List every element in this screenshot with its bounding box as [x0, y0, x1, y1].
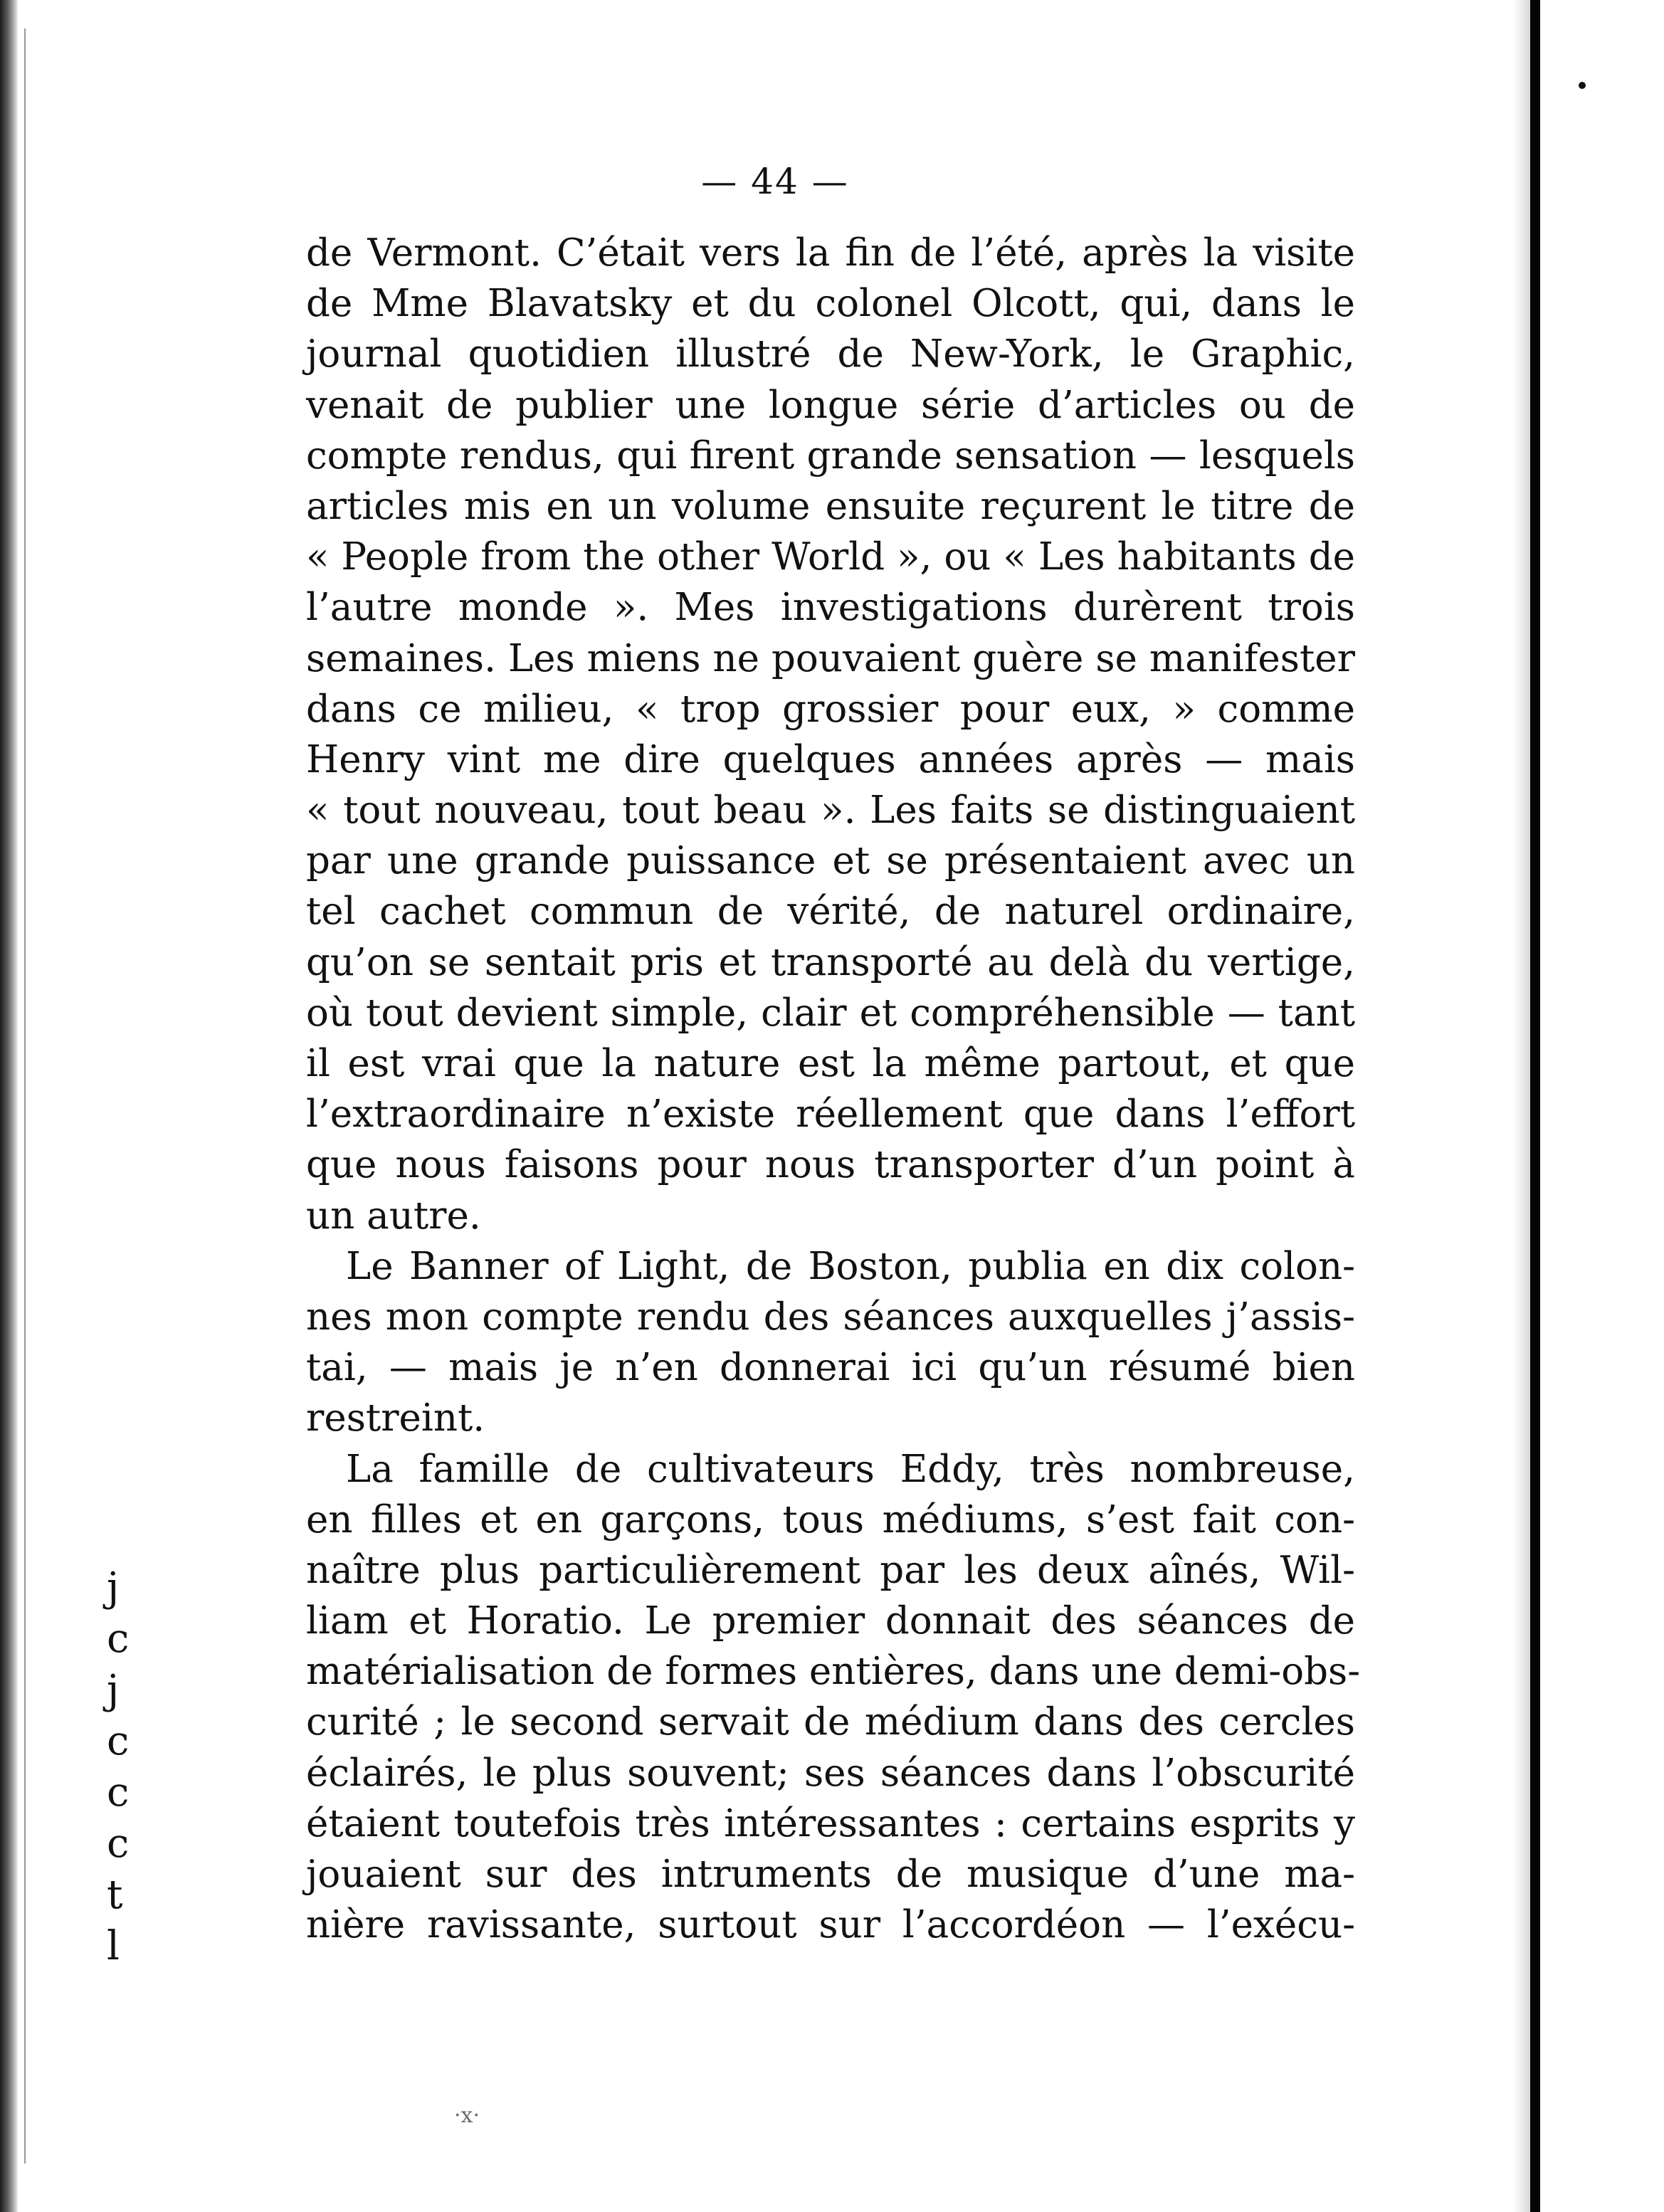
page-number: — 44 — — [701, 161, 849, 202]
text-line: compte rendus, qui firent grande sensation — lesquels — [306, 433, 1355, 478]
text-line: matérialisation de formes entières, dans une demi-obs- — [306, 1650, 1361, 1694]
fragment-letter: j — [107, 1564, 120, 1611]
text-line: liam et Horatio. Le premier donnait des séances de — [306, 1599, 1355, 1643]
page-edge — [1530, 0, 1540, 2212]
text-line: étaient toutefois très intéressantes : certains esprits y — [306, 1801, 1355, 1845]
text-line: Henry vint me dire quelques années après — mais — [306, 737, 1355, 781]
text-line: « People from the other World », ou « Les habitants de — [306, 535, 1355, 579]
footer-mark: ·x· — [454, 2103, 480, 2128]
text-line: nes mon compte rendu des séances auxquelles j’assis- — [306, 1295, 1355, 1339]
fragment-letter: c — [107, 1616, 130, 1662]
text-line: « tout nouveau, tout beau ». Les faits se distinguaient — [306, 789, 1355, 833]
text-line: semaines. Les miens ne pouvaient guère se manifester — [306, 636, 1355, 680]
text-line: l’autre monde ». Mes investigations durèrent trois — [306, 586, 1355, 630]
text-line: de Mme Blavatsky et du colonel Olcott, qui, dans le — [306, 282, 1355, 326]
text-line: un autre. — [306, 1194, 481, 1238]
fragment-letter: c — [107, 1821, 130, 1867]
text-line: restreint. — [306, 1396, 485, 1441]
fragment-letter: c — [107, 1718, 130, 1764]
next-page-fragment — [107, 1562, 130, 1972]
body-text — [306, 228, 1361, 1950]
text-line: de Vermont. C’était vers la fin de l’été, après la visite — [306, 231, 1355, 275]
fragment-letter: t — [107, 1872, 123, 1918]
fragment-letter: j — [107, 1667, 120, 1713]
text-line: dans ce milieu, « trop grossier pour eux, » comme — [306, 687, 1355, 731]
fragment-letter: c — [107, 1769, 130, 1816]
text-line: Le Banner of Light, de Boston, publia en dix colon- — [346, 1244, 1355, 1288]
text-line: venait de publier une longue série d’articles ou de — [306, 383, 1355, 427]
text-line: La famille de cultivateurs Eddy, très nombreuse, — [346, 1447, 1355, 1491]
text-line: en filles et en garçons, tous médiums, s’est fait con- — [306, 1497, 1355, 1542]
text-line: tel cachet commun de vérité, de naturel ordinaire, — [306, 890, 1355, 934]
next-page-strip — [1540, 0, 1664, 2212]
text-line: jouaient sur des intruments de musique d’une ma- — [306, 1853, 1355, 1896]
page-edge-shadow — [1513, 0, 1530, 2212]
text-line: journal quotidien illustré de New-York, le Graphic, — [306, 332, 1355, 376]
text-line: naître plus particulièrement par les deux aînés, Wil- — [306, 1548, 1355, 1592]
text-line: que nous faisons pour nous transporter d’un point à — [306, 1143, 1355, 1187]
text-line: qu’on se sentait pris et transporté au delà du vertige, — [306, 940, 1355, 984]
speck — [1579, 82, 1586, 89]
text-line: où tout devient simple, clair et compréhensible — tant — [306, 991, 1355, 1035]
text-line: l’extraordinaire n’existe réellement que dans l’effort — [306, 1092, 1355, 1137]
text-line: il est vrai que la nature est la même partout, et que — [306, 1042, 1355, 1085]
gutter-line — [24, 28, 26, 2164]
text-line: par une grande puissance et se présentaient avec un — [306, 839, 1355, 883]
text-line: nière ravissante, surtout sur l’accordéon — l’exécu- — [306, 1903, 1355, 1947]
book-gutter — [0, 0, 19, 2212]
text-line: tai, — mais je n’en donnerai ici qu’un résumé bien — [306, 1346, 1355, 1390]
text-line: curité ; le second servait de médium dans des cercles — [306, 1700, 1355, 1744]
fragment-letter: l — [107, 1923, 120, 1969]
text-line: articles mis en un volume ensuite reçurent le titre de — [306, 484, 1355, 528]
text-line: éclairés, le plus souvent; ses séances dans l’obscurité — [306, 1751, 1355, 1795]
